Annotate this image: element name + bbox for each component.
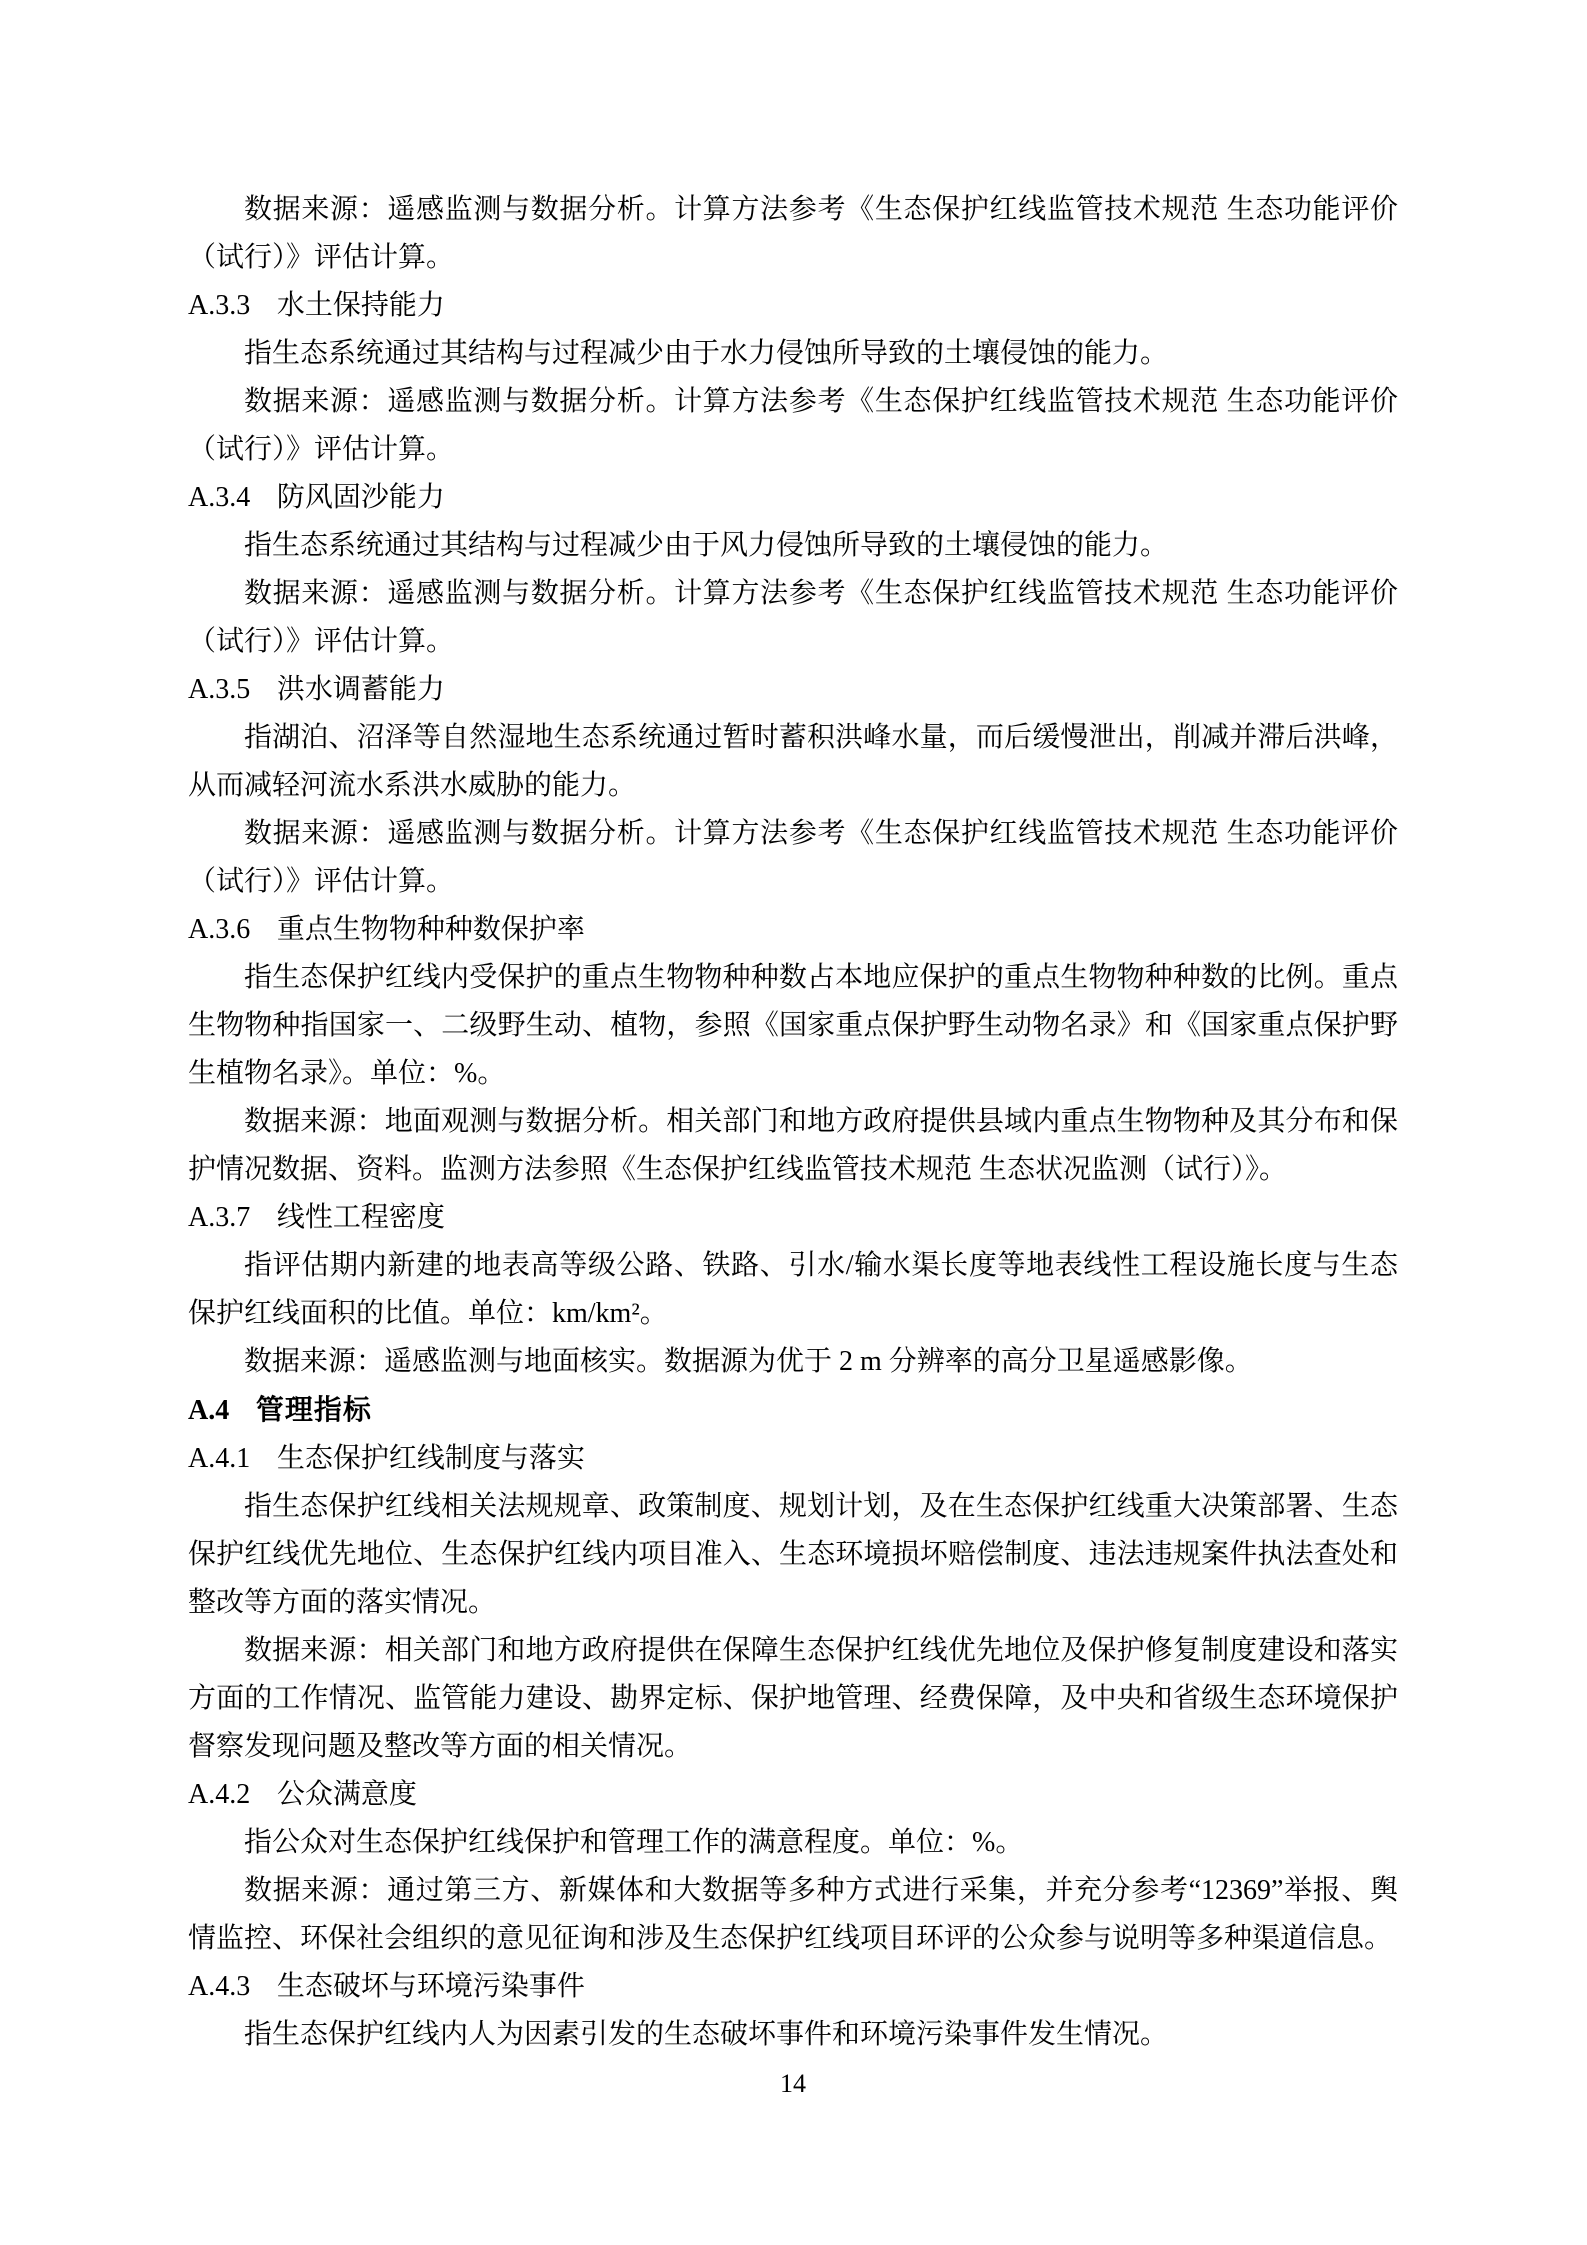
heading-a-3-6	[188, 906, 1398, 954]
heading-title: 生态保护红线制度与落实	[276, 1443, 585, 1474]
paragraph: 指生态系统通过其结构与过程减少由于水力侵蚀所导致的土壤侵蚀的能力。	[244, 338, 1169, 369]
heading-a-3-7	[188, 1194, 1398, 1242]
paragraph: 数据来源：遥感监测与数据分析。计算方法参考《生态保护红线监管技术规范 生态功能评价（试行）》评估计算。	[188, 386, 1398, 465]
heading-a-3-3	[188, 282, 1398, 330]
heading-number: A.4	[188, 1395, 230, 1426]
paragraph: 指湖泊、沼泽等自然湿地生态系统通过暂时蓄积洪峰水量，而后缓慢泄出，削减并滞后洪峰，从而减轻河流水系洪水威胁的能力。	[188, 722, 1398, 801]
heading-title: 防风固沙能力	[276, 482, 445, 513]
heading-title: 管理指标	[255, 1394, 372, 1425]
heading-title: 线性工程密度	[276, 1202, 445, 1233]
heading-number: A.4.2	[188, 1779, 251, 1810]
paragraph: 数据来源：遥感监测与数据分析。计算方法参考《生态保护红线监管技术规范 生态功能评价（试行）》评估计算。	[188, 818, 1398, 897]
heading-a-4-3	[188, 1963, 1398, 2011]
heading-number: A.3.5	[188, 674, 251, 705]
heading-title: 水土保持能力	[276, 290, 445, 321]
heading-number: A.3.4	[188, 482, 251, 513]
heading-title: 洪水调蓄能力	[276, 674, 445, 705]
heading-title: 生态破坏与环境污染事件	[276, 1971, 585, 2002]
paragraph: 指生态保护红线内受保护的重点生物物种种数占本地应保护的重点生物物种种数的比例。重点生物物种指国家一、二级野生动、植物，参照《国家重点保护野生动物名录》和《国家重点保护野生植物名录》。单位：%。	[188, 962, 1398, 1089]
paragraph: 数据来源：通过第三方、新媒体和大数据等多种方式进行采集，并充分参考“12369”举报、舆情监控、环保社会组织的意见征询和涉及生态保护红线项目环评的公众参与说明等多种渠道信息。	[188, 1875, 1398, 1954]
heading-a-3-5	[188, 666, 1398, 714]
heading-title: 公众满意度	[276, 1779, 417, 1810]
paragraph: 指评估期内新建的地表高等级公路、铁路、引水/输水渠长度等地表线性工程设施长度与生态保护红线面积的比值。单位：km/km²。	[188, 1250, 1398, 1329]
heading-number: A.4.1	[188, 1443, 251, 1474]
paragraph: 指生态保护红线相关法规规章、政策制度、规划计划，及在生态保护红线重大决策部署、生态保护红线优先地位、生态保护红线内项目准入、生态环境损坏赔偿制度、违法违规案件执法查处和整改等方面的落实情况。	[188, 1491, 1398, 1618]
heading-a-4	[188, 1386, 1398, 1435]
heading-number: A.3.7	[188, 1202, 251, 1233]
paragraph: 数据来源：地面观测与数据分析。相关部门和地方政府提供县域内重点生物物种及其分布和保护情况数据、资料。监测方法参照《生态保护红线监管技术规范 生态状况监测（试行）》。	[188, 1106, 1398, 1185]
heading-a-3-4	[188, 474, 1398, 522]
heading-a-4-1	[188, 1435, 1398, 1483]
heading-number: A.3.3	[188, 290, 251, 321]
paragraph: 数据来源：遥感监测与数据分析。计算方法参考《生态保护红线监管技术规范 生态功能评价（试行）》评估计算。	[188, 578, 1398, 657]
page-number: 14	[780, 2069, 806, 2098]
heading-number: A.4.3	[188, 1971, 251, 2002]
paragraph: 数据来源：相关部门和地方政府提供在保障生态保护红线优先地位及保护修复制度建设和落实方面的工作情况、监管能力建设、勘界定标、保护地管理、经费保障，及中央和省级生态环境保护督察发现问题及整改等方面的相关情况。	[188, 1635, 1398, 1762]
paragraph: 指生态保护红线内人为因素引发的生态破坏事件和环境污染事件发生情况。	[244, 2019, 1169, 2050]
paragraph: 指生态系统通过其结构与过程减少由于风力侵蚀所导致的土壤侵蚀的能力。	[244, 530, 1169, 561]
paragraph: 数据来源：遥感监测与数据分析。计算方法参考《生态保护红线监管技术规范 生态功能评价（试行）》评估计算。	[188, 194, 1398, 273]
paragraph: 指公众对生态保护红线保护和管理工作的满意程度。单位：%。	[244, 1827, 1024, 1858]
heading-a-4-2	[188, 1771, 1398, 1819]
heading-title: 重点生物物种种数保护率	[276, 914, 585, 945]
document-content	[188, 186, 1398, 2059]
heading-number: A.3.6	[188, 914, 251, 945]
paragraph: 数据来源：遥感监测与地面核实。数据源为优于 2 m 分辨率的高分卫星遥感影像。	[244, 1346, 1253, 1377]
